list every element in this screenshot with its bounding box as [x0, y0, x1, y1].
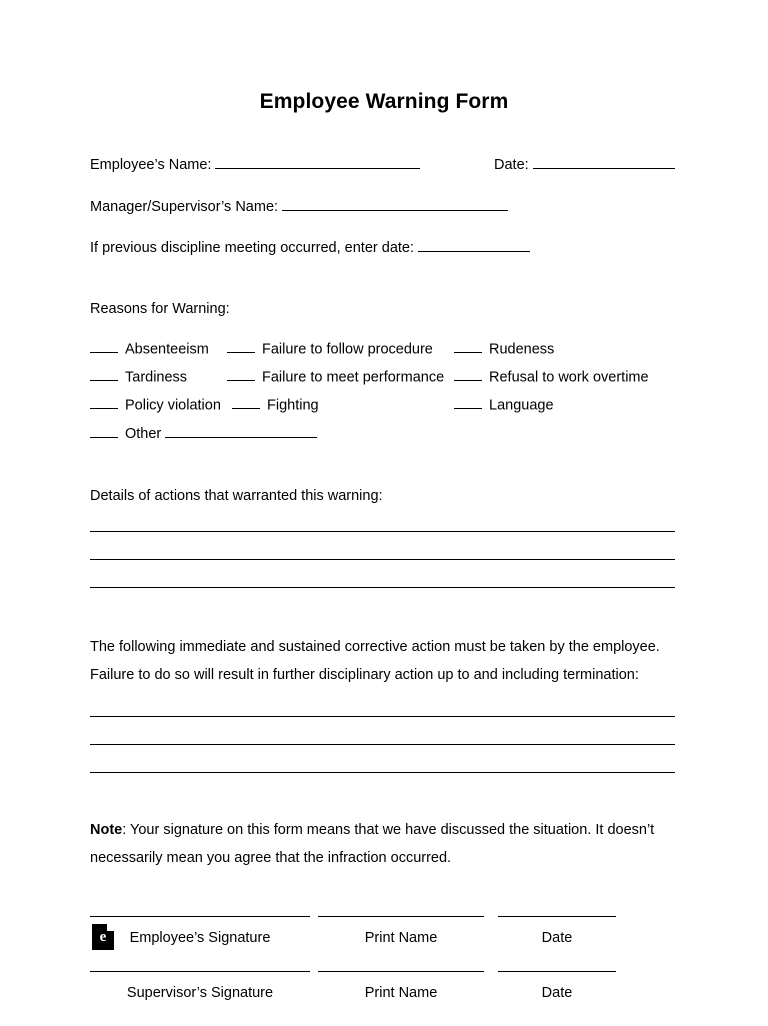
previous-discipline-input[interactable] — [418, 238, 530, 252]
blank-line-icon[interactable] — [90, 340, 118, 353]
blank-line-icon[interactable] — [90, 424, 118, 437]
checkbox-fighting[interactable] — [232, 396, 319, 413]
blank-line-icon[interactable] — [227, 368, 255, 381]
checkbox-failure-to-follow-procedure[interactable] — [227, 340, 433, 357]
corrective-action-paragraph — [90, 633, 678, 690]
blank-line-icon[interactable] — [454, 368, 482, 381]
supervisor-date-input[interactable] — [498, 971, 616, 972]
reasons-row-other — [90, 424, 678, 442]
supervisor-signature-input[interactable] — [90, 971, 310, 972]
reasons-row-1 — [90, 340, 678, 368]
date-group — [494, 155, 675, 173]
reasons-checklist — [90, 340, 678, 442]
note-text: : Your signature on this form means that we have discussed the situation. It doesn’t necessarily mean you agree that the infraction occurred. — [90, 822, 655, 867]
reason-label: Language — [489, 396, 554, 413]
blank-line-icon[interactable] — [232, 396, 260, 409]
employee-name-input[interactable] — [215, 155, 420, 169]
form-body — [90, 0, 678, 1026]
supervisor-print-name-input[interactable] — [318, 971, 484, 972]
logo-letter: e — [99, 928, 107, 945]
reason-label: Fighting — [267, 396, 319, 413]
checkbox-absenteeism[interactable] — [90, 340, 209, 357]
details-label: Details of actions that warranted this warning: — [90, 487, 383, 504]
checkbox-policy-violation[interactable] — [90, 396, 221, 413]
corrective-input-line-2[interactable] — [90, 744, 675, 745]
reasons-row-2 — [90, 368, 678, 396]
date-label: Date: — [494, 157, 529, 174]
manager-name-row — [90, 197, 678, 215]
blank-line-icon[interactable] — [90, 368, 118, 381]
employee-signature-input[interactable] — [90, 916, 310, 917]
manager-name-label: Manager/Supervisor’s Name: — [90, 198, 279, 215]
blank-line-icon[interactable] — [227, 340, 255, 353]
logo-fold-corner — [107, 924, 114, 931]
checkbox-failure-to-meet-performance[interactable] — [227, 368, 444, 385]
corrective-action-line-2: Failure to do so will result in further disciplinary action up to and including termination: — [90, 666, 639, 683]
supervisor-date-caption: Date — [541, 984, 573, 1001]
supervisor-signature-caption: Supervisor’s Signature — [126, 984, 274, 1001]
checkbox-rudeness[interactable] — [454, 340, 554, 357]
details-input-line-1[interactable] — [90, 531, 675, 532]
previous-discipline-row — [90, 238, 678, 256]
document-logo-icon — [92, 924, 114, 950]
corrective-input-line-3[interactable] — [90, 772, 675, 773]
details-input-line-3[interactable] — [90, 587, 675, 588]
note-paragraph — [90, 816, 678, 873]
note-prefix: Note — [90, 822, 123, 839]
date-input[interactable] — [533, 155, 675, 169]
reason-label: Rudeness — [489, 340, 555, 357]
employee-date-input[interactable] — [498, 916, 616, 917]
reason-label: Refusal to work overtime — [489, 368, 649, 385]
manager-name-input[interactable] — [282, 197, 508, 211]
reasons-row-3 — [90, 396, 678, 424]
signature-row-supervisor — [90, 971, 678, 1026]
employee-signature-caption: Employee’s Signature — [129, 929, 271, 946]
checkbox-tardiness[interactable] — [90, 368, 187, 385]
previous-discipline-label: If previous discipline meeting occurred, enter date: — [90, 240, 415, 257]
reason-label: Failure to follow procedure — [262, 340, 433, 357]
reason-label: Policy violation — [125, 396, 221, 413]
reason-label: Failure to meet performance — [262, 368, 445, 385]
employee-date-caption: Date — [541, 929, 573, 946]
signature-row-employee — [90, 916, 678, 971]
reason-label: Absenteeism — [125, 340, 209, 357]
checkbox-refusal-to-work-overtime[interactable] — [454, 368, 649, 385]
corrective-input-line-1[interactable] — [90, 716, 675, 717]
blank-line-icon[interactable] — [454, 396, 482, 409]
blank-line-icon[interactable] — [90, 396, 118, 409]
reasons-heading: Reasons for Warning: — [90, 300, 230, 317]
employee-name-label: Employee’s Name: — [90, 157, 212, 174]
details-input-line-2[interactable] — [90, 559, 675, 560]
employee-name-row — [90, 155, 678, 173]
signature-section — [90, 916, 678, 1026]
employee-print-name-input[interactable] — [318, 916, 484, 917]
checkbox-language[interactable] — [454, 396, 554, 413]
supervisor-print-name-caption: Print Name — [364, 984, 438, 1001]
reason-label: Tardiness — [125, 368, 188, 385]
employee-print-name-caption: Print Name — [364, 929, 438, 946]
other-reason-input[interactable] — [165, 424, 317, 438]
corrective-action-line-1: The following immediate and sustained corrective action must be taken by the employee. — [90, 638, 660, 655]
page-title: Employee Warning Form — [259, 90, 509, 113]
reason-label-other: Other — [125, 425, 162, 442]
blank-line-icon[interactable] — [454, 340, 482, 353]
